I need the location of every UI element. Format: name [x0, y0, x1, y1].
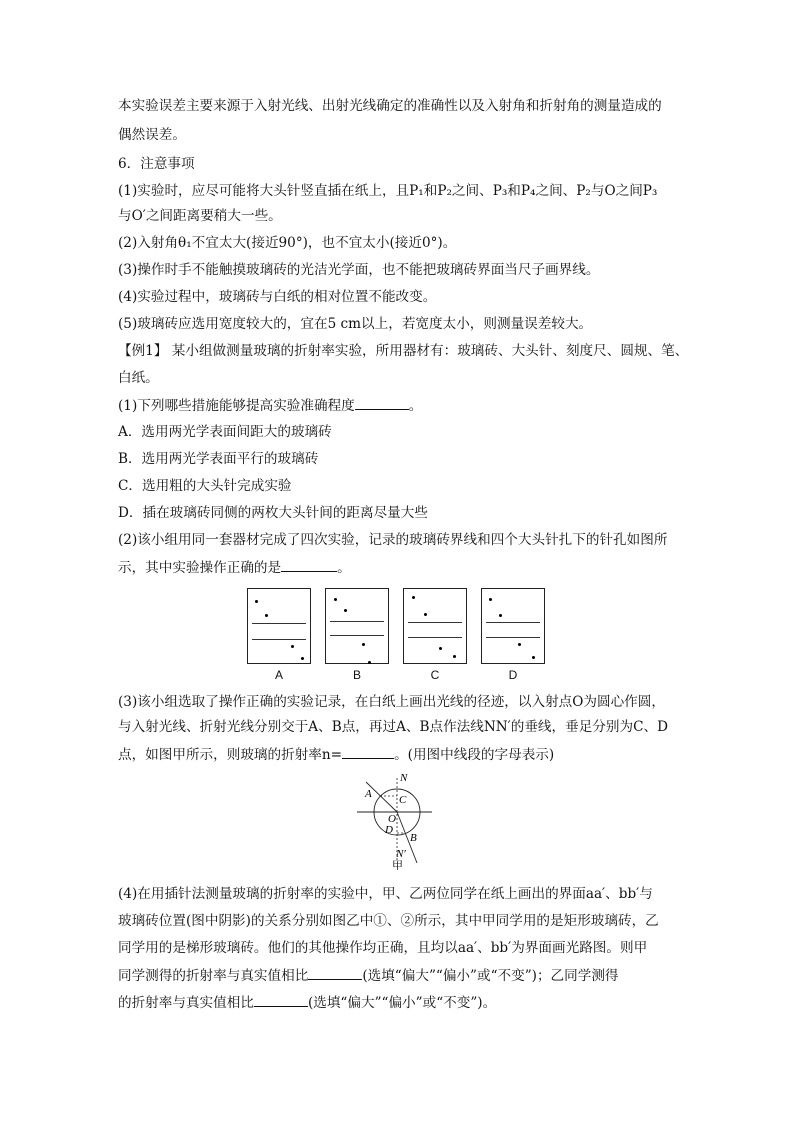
- panel-label-b: B: [352, 668, 361, 682]
- label-a: A: [365, 788, 372, 800]
- note-1: (1)实验时，应尽可能将大头针竖直插在纸上，且P₁和P₂之间、P₃和P₄之间、P₂与O之间P₃: [118, 183, 658, 199]
- example-1-intro: 【例1】 某小组做测量玻璃的折射率实验，所用器材有：玻璃砖、大头针、刻度尺、圆规、笔、: [118, 343, 689, 359]
- section-heading-notes: 6．注意事项: [118, 156, 195, 172]
- pin-hole: [518, 643, 521, 646]
- note-1-cont: 与O′之间距离要稍大一些。: [118, 208, 282, 224]
- question-2-end: 。: [337, 560, 351, 576]
- question-3-formula: [118, 744, 554, 765]
- pin-hole: [453, 655, 456, 658]
- label-d: D: [385, 824, 393, 836]
- question-1-text: (1)下列哪些措施能够提高实验准确程度: [118, 398, 355, 414]
- note-5: (5)玻璃砖应选用宽度较大的，宜在5 cm以上，若宽度太小，则测量误差较大。: [118, 316, 593, 332]
- label-o: O: [388, 813, 396, 825]
- glass-boundary-line: [408, 622, 462, 623]
- example-1-intro-cont: 白纸。: [118, 370, 159, 386]
- question-2-text: 示，其中实验操作正确的是: [118, 560, 282, 576]
- question-1: [118, 395, 422, 416]
- pin-holes-figure: [247, 588, 547, 680]
- answer-blank-q4b[interactable]: [254, 992, 308, 1007]
- glass-boundary-line: [330, 635, 384, 636]
- pin-hole: [532, 656, 535, 659]
- pin-hole: [362, 643, 365, 646]
- glass-boundary-line: [486, 622, 540, 623]
- note-2: (2)入射角θ₁不宜太大(接近90°)，也不宜太小(接近0°)。: [118, 235, 457, 251]
- glass-boundary-line: [252, 639, 306, 640]
- paragraph-error-source: 本实验误差主要来源于入射光线、出射光线确定的准确性以及入射角和折射角的测量造成的: [118, 98, 662, 114]
- question-4-text-b-end: (选填“偏大”“偏小”或“不变”)。: [307, 995, 497, 1011]
- pin-hole: [265, 614, 268, 617]
- question-3-end: 。(用图中线段的字母表示): [394, 747, 555, 763]
- pin-hole: [439, 647, 442, 650]
- panel-b: [325, 588, 389, 664]
- question-3-text: 点，如图甲所示，则玻璃的折射率n=: [118, 747, 343, 763]
- question-2: (2)该小组用同一套器材完成了四次实验，记录的玻璃砖界线和四个大头针扎下的针孔如图所: [118, 532, 668, 548]
- glass-boundary-line: [252, 623, 306, 624]
- pin-hole: [368, 661, 371, 664]
- panel-label-c: C: [430, 668, 440, 682]
- pin-hole: [291, 645, 294, 648]
- option-a: A．选用两光学表面间距大的玻璃砖: [118, 424, 332, 440]
- label-c: C: [399, 794, 407, 806]
- answer-blank-q1[interactable]: [355, 395, 409, 410]
- pin-hole: [334, 598, 337, 601]
- question-4-cont-1: 玻璃砖位置(图中阴影)的关系分别如图乙中①、②所示，其中甲同学用的是矩形玻璃砖，乙: [118, 913, 659, 929]
- question-4-text-b: 的折射率与真实值相比: [118, 995, 254, 1011]
- glass-boundary-line: [330, 621, 384, 622]
- pin-hole: [499, 614, 502, 617]
- refraction-circle-figure: [352, 770, 436, 870]
- answer-blank-q2[interactable]: [281, 557, 337, 572]
- figure-caption-jia: 甲: [392, 860, 403, 870]
- question-3-cont: 与入射光线、折射光线分别交于A、B点，再过A、B点作法线NN′的垂线，垂足分别为C、D: [118, 719, 668, 735]
- panel-c: [403, 588, 467, 664]
- pin-hole: [489, 598, 492, 601]
- label-n: N: [400, 772, 408, 784]
- question-3: (3)该小组选取了操作正确的实验记录，在白纸上画出光线的径迹，以入射点O为圆心作圆，: [118, 694, 665, 710]
- question-4-text-a-end: (选填“偏大”“偏小”或“不变”)；乙同学测得: [362, 968, 619, 984]
- glass-boundary-line: [486, 637, 540, 638]
- answer-blank-q3[interactable]: [342, 744, 394, 759]
- panel-label-a: A: [274, 668, 283, 682]
- pin-hole: [344, 609, 347, 612]
- answer-blank-q4a[interactable]: [308, 965, 362, 980]
- panel-a: [247, 588, 311, 664]
- note-3: (3)操作时手不能触摸玻璃砖的光洁光学面，也不能把玻璃砖界面当尺子画界线。: [118, 262, 600, 278]
- question-1-end: 。: [408, 398, 423, 414]
- pin-hole: [412, 596, 415, 599]
- pin-hole: [255, 600, 258, 603]
- label-b: B: [410, 832, 417, 844]
- paragraph-error-source-cont: 偶然误差。: [118, 127, 186, 143]
- question-2-cont: [118, 557, 351, 578]
- question-4-cont-4: [118, 992, 496, 1013]
- option-d: D．插在玻璃砖同侧的两枚大头针间的距离尽量大些: [118, 505, 428, 521]
- pin-hole: [424, 613, 427, 616]
- panel-label-d: D: [508, 668, 518, 682]
- question-4: (4)在用插针法测量玻璃的折射率的实验中，甲、乙两位同学在纸上画出的界面aa′、bb′与: [118, 886, 653, 902]
- question-4-cont-2: 同学用的是梯形玻璃砖。他们的其他操作均正确，且均以aa′、bb′为界面画光路图。则甲: [118, 940, 648, 956]
- option-c: C．选用粗的大头针完成实验: [118, 478, 292, 494]
- pin-hole: [301, 657, 304, 660]
- label-n-prime: N′: [396, 848, 406, 860]
- panel-d: [481, 588, 545, 664]
- glass-boundary-line: [408, 637, 462, 638]
- option-b: B．选用两光学表面平行的玻璃砖: [118, 451, 319, 467]
- question-4-cont-3: [118, 965, 619, 986]
- question-4-text-a: 同学测得的折射率与真实值相比: [118, 968, 309, 984]
- note-4: (4)实验过程中，玻璃砖与白纸的相对位置不能改变。: [118, 289, 437, 305]
